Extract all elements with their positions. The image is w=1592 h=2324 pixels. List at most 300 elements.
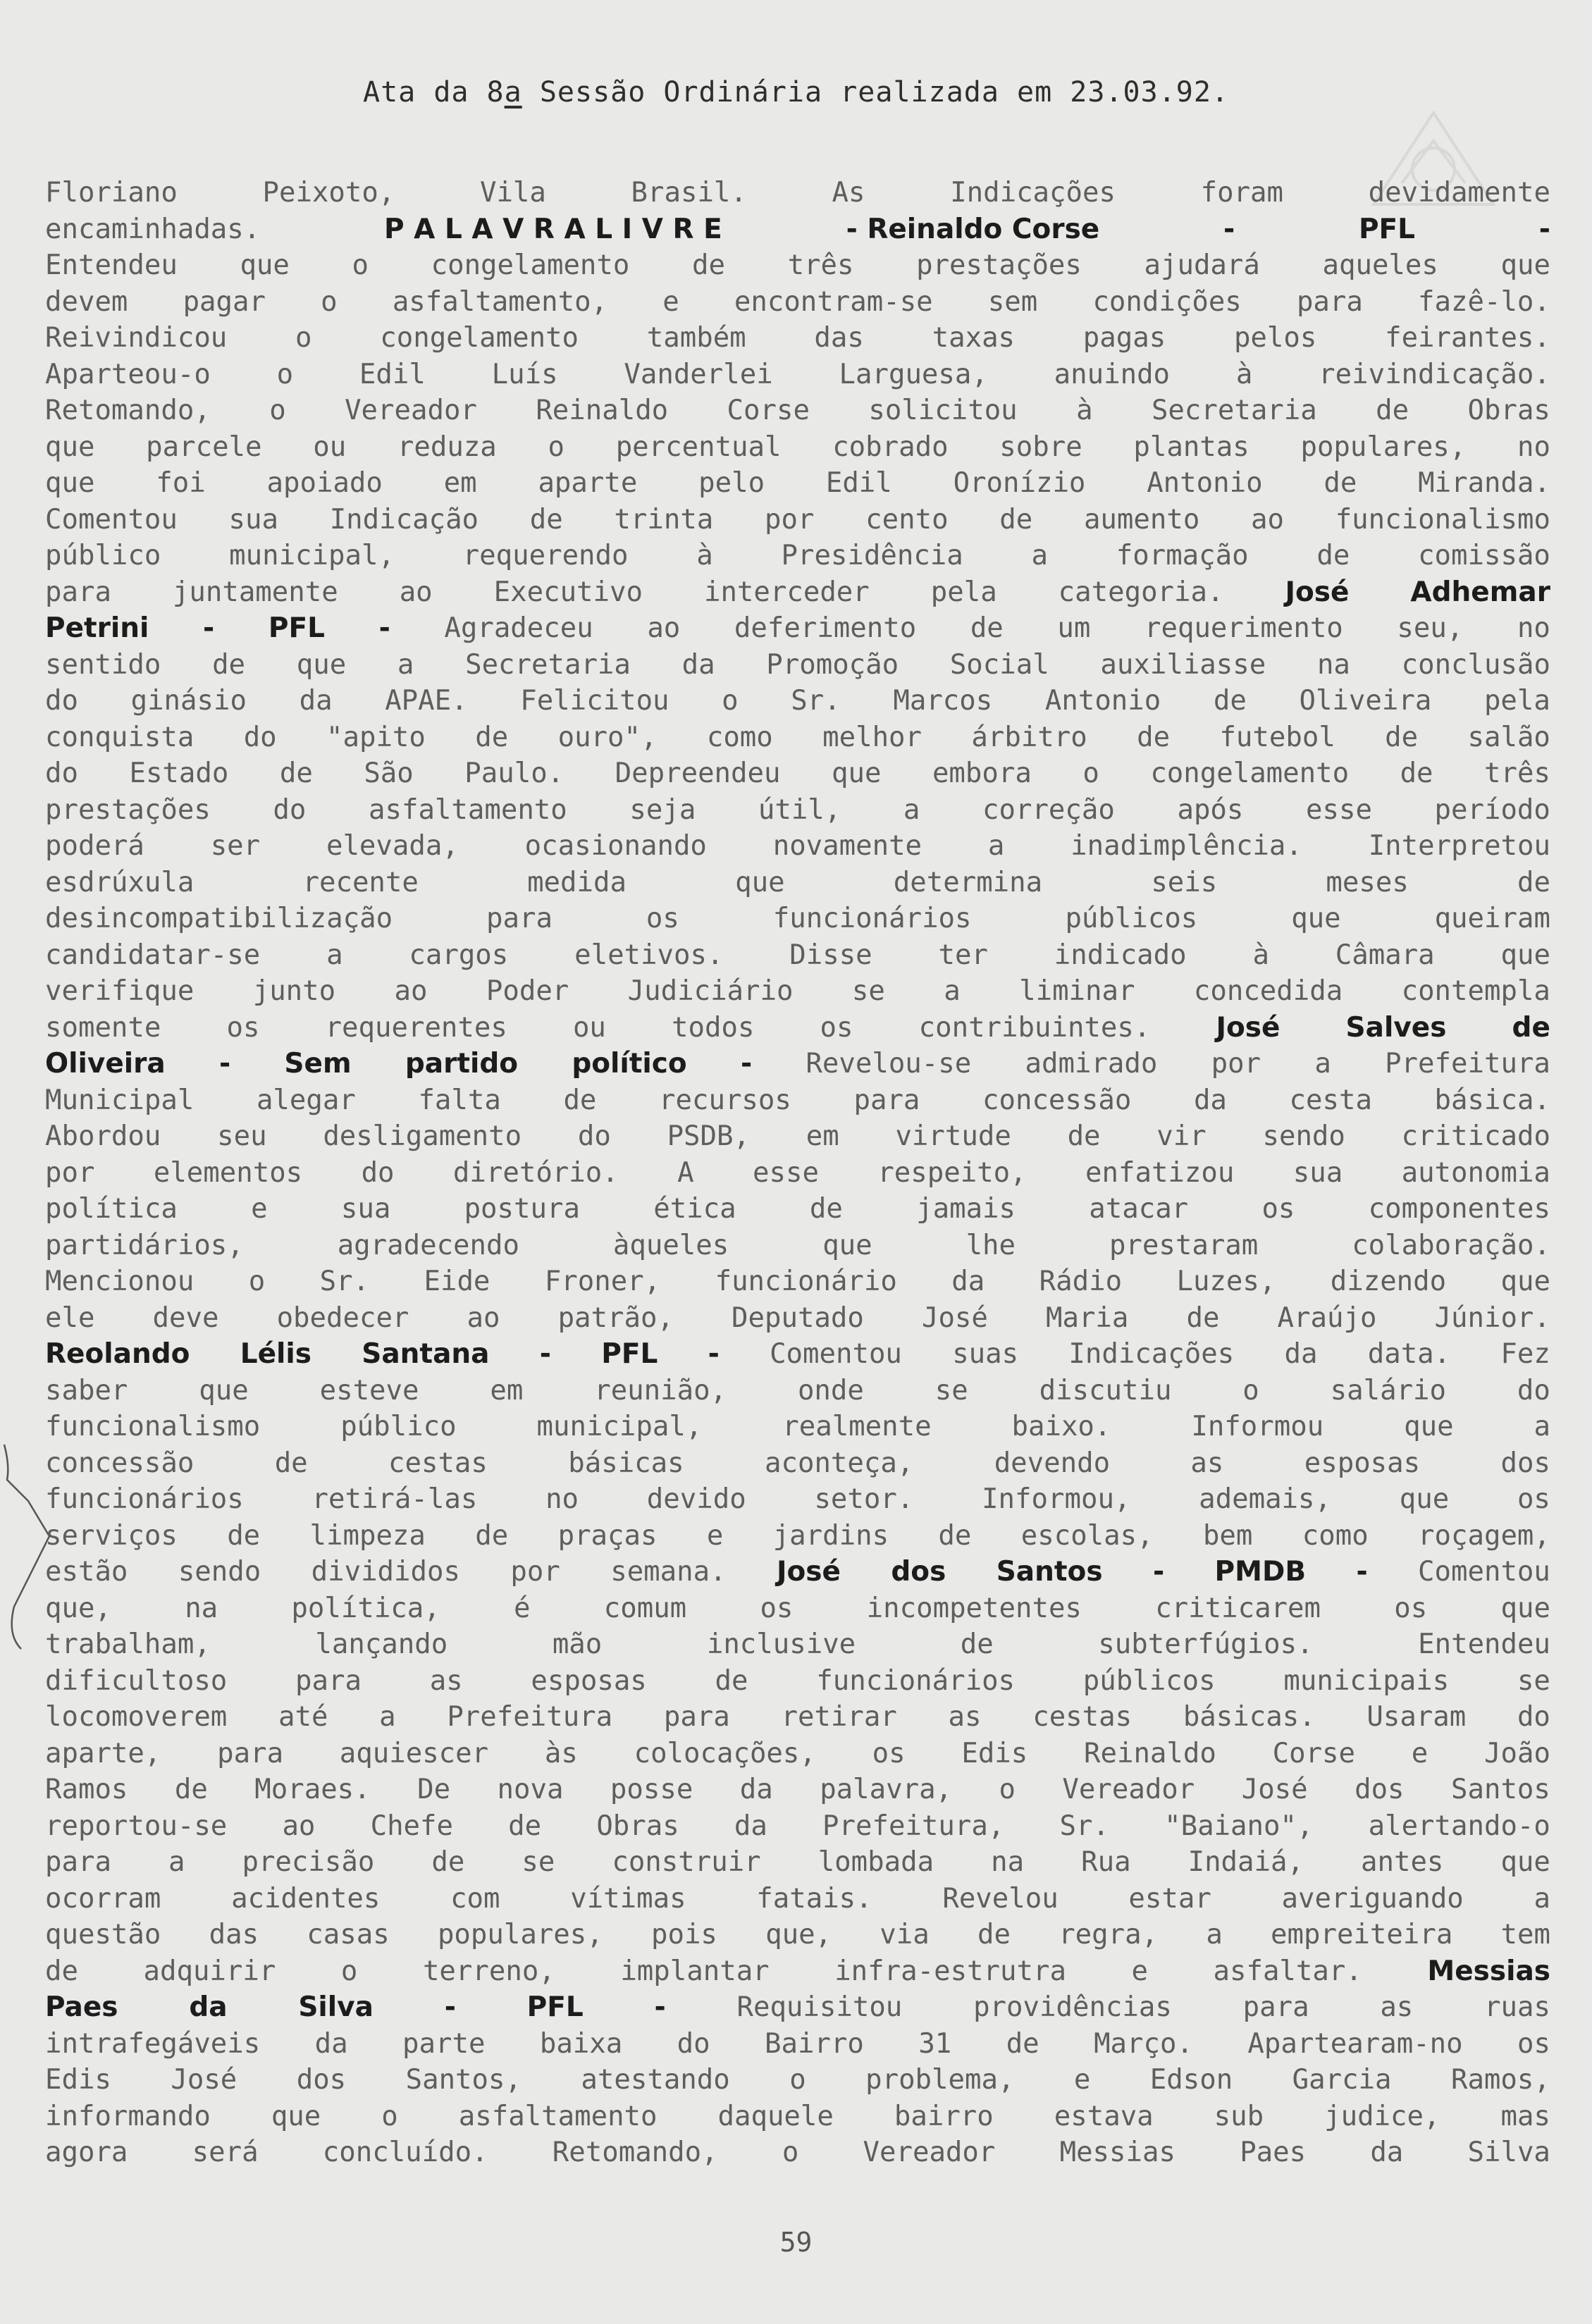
word: ao xyxy=(394,975,428,1007)
speaker-text: - xyxy=(444,1991,456,2023)
text-line xyxy=(45,1953,1550,1990)
speaker-text: - xyxy=(1538,213,1550,245)
word: a xyxy=(944,975,961,1007)
word: APAE. xyxy=(385,685,468,717)
word: lançando xyxy=(315,1628,448,1660)
text-line xyxy=(45,1155,1550,1192)
word: de xyxy=(1213,685,1247,717)
speaker-text: José xyxy=(1285,576,1350,608)
word: congelamento xyxy=(380,322,579,354)
text-line xyxy=(45,973,1550,1010)
speaker-text: Adhemar xyxy=(1410,576,1550,608)
word: da xyxy=(1193,1084,1227,1116)
word: a xyxy=(1314,1048,1331,1080)
text-line xyxy=(45,502,1550,538)
word: após xyxy=(1177,793,1244,826)
word: Indicação xyxy=(329,503,479,536)
word: criticado xyxy=(1401,1120,1550,1152)
word: questão xyxy=(45,1919,161,1951)
word: ruas xyxy=(1484,1991,1550,2023)
word: foi xyxy=(156,467,206,499)
word: Santos xyxy=(1451,1774,1550,1805)
word: aparte xyxy=(538,467,638,499)
word: bairro xyxy=(894,2100,994,2132)
text-line xyxy=(45,647,1550,684)
word: do xyxy=(45,685,78,717)
word: Câmara xyxy=(1335,939,1435,971)
word: devidamente xyxy=(1368,177,1550,209)
text-line xyxy=(45,1263,1550,1300)
word: públicos xyxy=(1082,1664,1216,1697)
word: deve xyxy=(152,1302,219,1334)
word: asfaltamento xyxy=(369,793,567,826)
word: ocasionando xyxy=(524,830,707,862)
word: três xyxy=(1484,758,1550,789)
word: o xyxy=(269,395,286,426)
word: ocorram xyxy=(45,1882,161,1915)
word: Vereador xyxy=(863,2137,996,2168)
word: que xyxy=(1399,1483,1450,1515)
speaker-text: - xyxy=(378,612,390,644)
speaker-text: - xyxy=(1356,1556,1368,1588)
word: política, xyxy=(291,1592,440,1624)
word: de xyxy=(691,249,725,281)
word: devem xyxy=(45,285,128,318)
word: de xyxy=(1316,540,1350,571)
word: Sr. xyxy=(791,685,841,717)
word: por xyxy=(765,503,815,536)
word: da xyxy=(299,685,333,717)
word: aumento xyxy=(1083,503,1200,536)
word: e xyxy=(251,1193,268,1225)
word: Edis xyxy=(961,1737,1028,1769)
word: construir xyxy=(612,1846,761,1878)
word: de xyxy=(715,1664,748,1697)
word: as xyxy=(429,1664,463,1697)
speaker-text: P A L A V R A L I V R E xyxy=(384,213,722,245)
word: de xyxy=(1385,721,1419,753)
word: pela xyxy=(1483,685,1550,717)
word: nova xyxy=(497,1774,564,1805)
word: admirado xyxy=(1025,1048,1158,1080)
word: congelamento xyxy=(1150,758,1350,789)
word: limpeza xyxy=(309,1519,426,1552)
word: básica. xyxy=(1434,1084,1550,1116)
word: Poder xyxy=(486,975,569,1007)
word: acidentes xyxy=(231,1882,381,1915)
word: cento xyxy=(865,503,949,536)
word: somente xyxy=(45,1011,161,1044)
word: árbitro xyxy=(971,721,1087,753)
word: públicos xyxy=(1065,903,1198,934)
word: será xyxy=(192,2137,259,2168)
word: respeito, xyxy=(877,1156,1027,1189)
word: Reinaldo xyxy=(536,395,669,426)
word: o xyxy=(340,1955,358,1987)
word: Rua xyxy=(1081,1846,1131,1878)
word: que xyxy=(45,431,95,463)
title-prefix: Ata da 8 xyxy=(362,76,505,109)
word: Floriano xyxy=(45,177,178,209)
word: à xyxy=(1252,939,1269,971)
word: sendo xyxy=(1262,1120,1345,1152)
word: aparte, xyxy=(45,1737,161,1769)
word: que xyxy=(199,1374,249,1407)
word: pelos xyxy=(1233,322,1317,354)
word: esteve xyxy=(319,1374,419,1407)
text-line xyxy=(45,1808,1550,1845)
word: municipais xyxy=(1283,1664,1450,1697)
word: parte xyxy=(402,2027,486,2060)
word: Obras xyxy=(1467,395,1550,426)
word: mas xyxy=(1500,2100,1550,2132)
word: Presidência xyxy=(781,540,963,571)
speaker-text: Messias xyxy=(1427,1955,1550,1987)
word: estava xyxy=(1054,2100,1154,2132)
word: jardins xyxy=(772,1519,889,1552)
word: do xyxy=(1517,1374,1550,1407)
word: novamente xyxy=(772,830,923,862)
word: com xyxy=(450,1882,500,1915)
word: os xyxy=(1261,1193,1295,1225)
word: falta xyxy=(418,1084,501,1116)
word: o xyxy=(295,322,312,354)
word: e xyxy=(662,285,679,318)
word: atestando xyxy=(581,2064,730,2096)
word: público xyxy=(340,1411,457,1442)
word: salão xyxy=(1467,721,1550,753)
word: Comentou xyxy=(45,503,178,536)
word: casas xyxy=(307,1919,390,1951)
word: trabalham, xyxy=(45,1628,211,1660)
word: Indicações xyxy=(1068,1338,1235,1370)
word: Vereador xyxy=(345,395,477,426)
word: sua xyxy=(340,1193,391,1225)
word: foram xyxy=(1200,177,1284,209)
text-line xyxy=(45,1554,1550,1590)
word: concessão xyxy=(45,1447,195,1479)
word: de xyxy=(999,503,1033,536)
word: se xyxy=(934,1374,968,1407)
speaker-text: - xyxy=(218,1048,231,1080)
word: Paulo. xyxy=(464,758,564,789)
word: Chefe xyxy=(370,1810,453,1842)
word: política xyxy=(45,1193,178,1225)
word: divididos xyxy=(311,1556,460,1588)
word: cestas xyxy=(1032,1701,1133,1733)
word: a xyxy=(397,648,414,681)
word: o xyxy=(789,2064,806,2096)
word: na xyxy=(1316,648,1350,681)
word: seu, xyxy=(1397,612,1464,644)
word: que xyxy=(1500,939,1550,971)
text-line xyxy=(45,901,1550,937)
word: dos xyxy=(1355,1774,1405,1805)
word: juntamente xyxy=(172,576,338,608)
word: alegar xyxy=(256,1084,356,1116)
word: roçagem, xyxy=(1418,1519,1550,1552)
word: concessão xyxy=(982,1084,1132,1116)
speaker-text: de xyxy=(1512,1011,1550,1044)
word: tem xyxy=(1500,1919,1550,1951)
word: plantas xyxy=(1133,431,1249,463)
word: Fez xyxy=(1500,1338,1550,1370)
word: cobrado xyxy=(832,431,949,463)
word: também xyxy=(646,322,746,354)
text-line xyxy=(45,1481,1550,1518)
word: Agradeceu xyxy=(444,612,593,644)
word: a xyxy=(168,1846,185,1878)
word: de xyxy=(1400,758,1433,789)
word: as xyxy=(948,1701,982,1733)
word: Vereador xyxy=(1062,1774,1195,1805)
text-line xyxy=(45,574,1550,611)
speaker-text: Santana xyxy=(362,1338,490,1370)
word: estar xyxy=(1128,1882,1211,1915)
text-line xyxy=(45,2062,1550,2099)
word: que xyxy=(735,866,785,898)
word: em xyxy=(806,1120,839,1152)
speaker-text: PFL xyxy=(1358,213,1416,245)
word: correção xyxy=(982,793,1115,826)
word: o xyxy=(381,2100,398,2132)
word: sub xyxy=(1214,2100,1264,2132)
word: Obras xyxy=(596,1810,679,1842)
word: Retomando, xyxy=(45,395,211,426)
word: Entendeu xyxy=(45,249,178,281)
word: comissão xyxy=(1418,540,1550,571)
word: é xyxy=(514,1592,531,1624)
word: componentes xyxy=(1368,1193,1550,1225)
word: Promoção xyxy=(766,648,899,681)
word: de xyxy=(1067,1120,1101,1152)
word: as xyxy=(1380,1991,1414,2023)
word: na xyxy=(185,1592,218,1624)
word: "Baiano", xyxy=(1164,1810,1314,1842)
word: de xyxy=(508,1810,542,1842)
speaker-text: político xyxy=(572,1048,687,1080)
speaker-text: PFL xyxy=(601,1338,658,1370)
word: escolas, xyxy=(1020,1519,1154,1552)
word: locomoverem xyxy=(45,1701,228,1733)
word: A xyxy=(677,1156,694,1189)
word: esposas xyxy=(531,1664,647,1697)
word: Oronízio xyxy=(953,467,1086,499)
word: José xyxy=(921,1302,988,1334)
word: categoria. xyxy=(1058,576,1224,608)
text-line xyxy=(45,865,1550,901)
word: interceder xyxy=(703,576,870,608)
word: Antonio xyxy=(1147,467,1263,499)
speaker-text: José xyxy=(777,1556,841,1588)
speaker-text: Reolando xyxy=(45,1338,190,1370)
word: de xyxy=(475,721,509,753)
word: conclusão xyxy=(1401,648,1550,681)
word: lombada xyxy=(817,1846,934,1878)
word: funcionários xyxy=(45,1483,244,1515)
word: Paes xyxy=(1240,2137,1307,2168)
word: as xyxy=(1190,1447,1224,1479)
text-line xyxy=(45,1300,1550,1337)
word: obedecer xyxy=(276,1302,409,1334)
word: Entendeu xyxy=(1418,1628,1550,1660)
word: setor. xyxy=(814,1483,914,1515)
word: aquiescer xyxy=(339,1737,489,1769)
word: no xyxy=(1517,431,1550,463)
word: o xyxy=(352,249,369,281)
word: reunião, xyxy=(594,1374,727,1407)
word: das xyxy=(814,322,864,354)
word: os xyxy=(760,1592,794,1624)
word: Luzes, xyxy=(1176,1266,1276,1297)
text-line xyxy=(45,211,1550,248)
word: patrão, xyxy=(557,1302,674,1334)
word: ao xyxy=(467,1302,500,1334)
speaker-text: - xyxy=(1223,213,1235,245)
word: sua xyxy=(1292,1156,1343,1189)
word: por xyxy=(1211,1048,1261,1080)
text-line xyxy=(45,1118,1550,1155)
word: incompetentes xyxy=(866,1592,1082,1624)
speaker-text: José xyxy=(1216,1011,1281,1044)
word: àqueles xyxy=(612,1229,729,1261)
text-line xyxy=(45,284,1550,321)
word: Corse xyxy=(727,395,810,426)
word: do xyxy=(243,721,277,753)
word: a xyxy=(379,1701,396,1733)
word: baixo. xyxy=(1011,1411,1111,1442)
word: poderá xyxy=(45,830,144,862)
word: Apartearam-no xyxy=(1247,2027,1463,2060)
word: esdrúxula xyxy=(45,866,195,898)
word: de xyxy=(1323,467,1357,499)
speaker-text: - xyxy=(654,1991,666,2023)
word: Indicações xyxy=(950,177,1116,209)
speaker-text: da xyxy=(189,1991,228,2023)
word: para xyxy=(295,1664,362,1697)
word: via xyxy=(880,1919,930,1951)
word: Moraes. xyxy=(254,1774,371,1805)
text-line xyxy=(45,937,1550,974)
word: Prefeitura, xyxy=(822,1810,1005,1842)
word: Comentou xyxy=(1418,1556,1550,1588)
word: data. xyxy=(1367,1338,1451,1370)
word: melhor xyxy=(822,721,923,753)
text-line xyxy=(45,538,1550,574)
word: inadimplência. xyxy=(1070,830,1302,862)
word: congelamento xyxy=(431,249,630,281)
word: reportou-se xyxy=(45,1810,228,1842)
word: Júnior. xyxy=(1434,1302,1550,1334)
word: o xyxy=(548,431,564,463)
word: pois xyxy=(650,1919,717,1951)
word: funcionário xyxy=(715,1266,897,1297)
word: de xyxy=(1517,866,1550,898)
word: de xyxy=(563,1084,597,1116)
word: que, xyxy=(765,1919,832,1951)
word: partidários, xyxy=(45,1229,244,1261)
word: requerendo xyxy=(462,540,629,571)
word: de xyxy=(274,1447,308,1479)
word: de xyxy=(227,1519,261,1552)
word: a xyxy=(903,793,920,826)
word: saber xyxy=(45,1374,128,1407)
word: cestas xyxy=(388,1447,488,1479)
word: útil, xyxy=(758,793,841,826)
word: de xyxy=(1186,1302,1220,1334)
word: Edil xyxy=(825,467,892,499)
word: meses xyxy=(1326,866,1409,898)
text-line xyxy=(45,175,1550,211)
word: reivindicação. xyxy=(1319,358,1550,390)
speaker-text: partido xyxy=(405,1048,519,1080)
word: concedida xyxy=(1193,975,1343,1007)
word: de xyxy=(45,1955,78,1987)
word: junto xyxy=(252,975,336,1007)
word: de xyxy=(279,758,313,789)
word: Social xyxy=(949,648,1049,681)
text-line xyxy=(45,1409,1550,1445)
word: à xyxy=(696,540,713,571)
speaker-text: - Reinaldo Corse xyxy=(846,213,1100,245)
word: por xyxy=(510,1556,560,1588)
word: pagar xyxy=(183,285,266,318)
word: informando xyxy=(45,2100,211,2132)
word: Sr. xyxy=(319,1266,370,1297)
word: retirá-las xyxy=(311,1483,478,1515)
word: e xyxy=(1131,1955,1148,1987)
word: o xyxy=(276,358,294,390)
word: Informou, xyxy=(982,1483,1131,1515)
word: que xyxy=(240,249,290,281)
word: de xyxy=(970,612,1004,644)
word: da xyxy=(1284,1338,1318,1370)
word: Prefeitura xyxy=(1385,1048,1550,1080)
text-line xyxy=(45,1373,1550,1409)
word: ajudará xyxy=(1144,249,1260,281)
word: que xyxy=(271,2100,321,2132)
word: e xyxy=(706,1519,724,1552)
word: do xyxy=(45,758,78,789)
speaker-text: - xyxy=(708,1338,720,1370)
text-line xyxy=(45,1445,1550,1482)
word: um xyxy=(1057,612,1091,644)
text-line xyxy=(45,1699,1550,1736)
word: ao xyxy=(282,1810,316,1842)
word: recente xyxy=(302,866,419,898)
word: sua xyxy=(228,503,278,536)
word: Peixoto, xyxy=(262,177,395,209)
word: funcionalismo xyxy=(1335,503,1550,536)
word: Froner, xyxy=(544,1266,661,1297)
word: Vanderlei xyxy=(624,358,773,390)
word: taxas xyxy=(932,322,1016,354)
word: dos xyxy=(1500,1447,1550,1479)
word: retirar xyxy=(781,1701,897,1733)
text-line xyxy=(45,1228,1550,1264)
word: colaboração. xyxy=(1352,1229,1550,1261)
word: e xyxy=(1411,1737,1429,1769)
word: de xyxy=(960,1628,994,1660)
word: indicado xyxy=(1054,939,1187,971)
word: prestações xyxy=(916,249,1082,281)
word: devido xyxy=(646,1483,746,1515)
word: à xyxy=(1235,358,1253,390)
word: ginásio xyxy=(130,685,247,717)
word: se xyxy=(522,1846,555,1878)
word: todos xyxy=(672,1011,755,1044)
word: agora xyxy=(45,2137,128,2168)
